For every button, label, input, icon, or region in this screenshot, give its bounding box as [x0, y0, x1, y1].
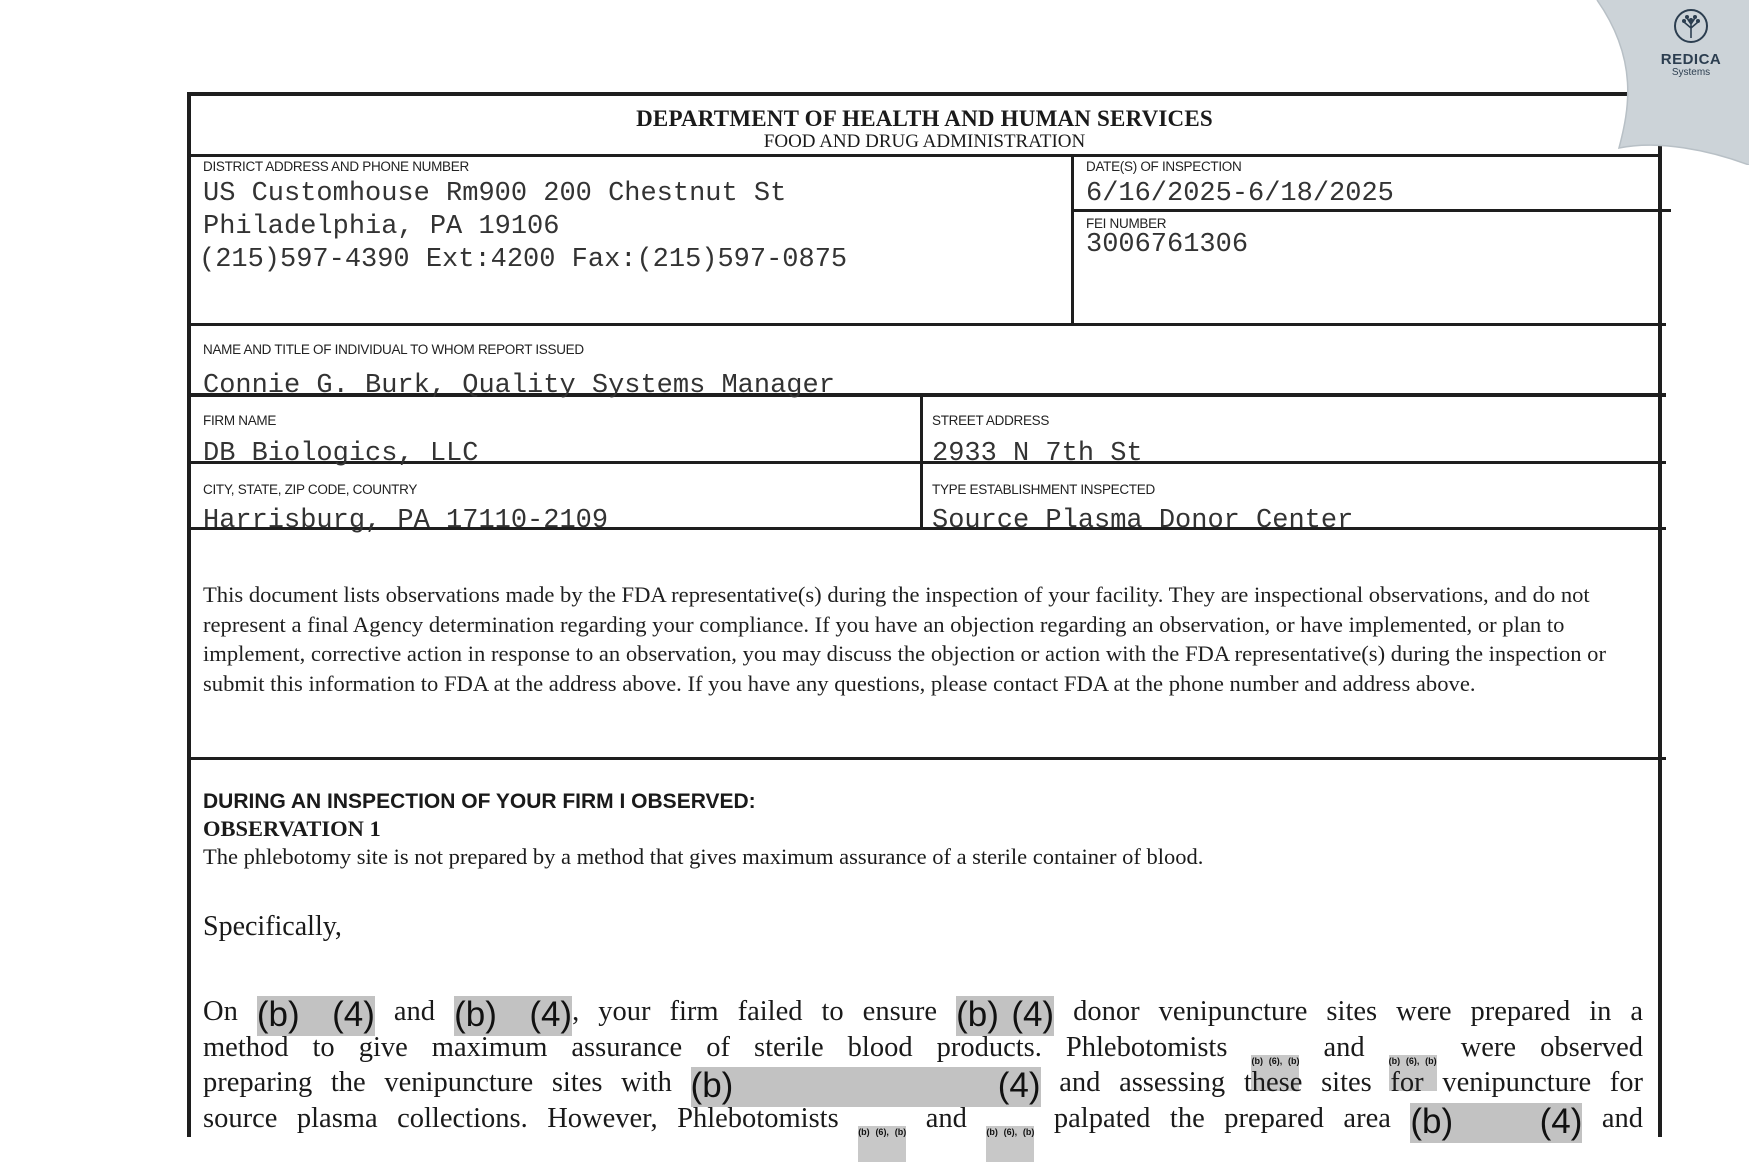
body-text: source plasma collections. However, Phlebotomists — [203, 1102, 839, 1134]
body-text: palpated the prepared area — [1053, 1102, 1391, 1134]
divider — [191, 323, 1666, 326]
establishment-value: Source Plasma Donor Center — [932, 506, 1354, 536]
redaction-box: (b) (6), (b) — [858, 1126, 906, 1162]
fei-value: 3006761306 — [1086, 230, 1249, 260]
street-address-value: 2933 N 7th St — [932, 439, 1143, 469]
redaction-box: (b) (4) — [1410, 1101, 1583, 1141]
firm-name-value: DB Biologics, LLC — [203, 439, 479, 469]
issued-to-label: NAME AND TITLE OF INDIVIDUAL TO WHOM REPORT ISSUED — [203, 342, 584, 357]
street-address-label: STREET ADDRESS — [932, 413, 1050, 428]
body-line — [203, 994, 1644, 1034]
body-text: , your firm failed to ensure — [572, 996, 938, 1027]
district-label: DISTRICT ADDRESS AND PHONE NUMBER — [203, 159, 469, 174]
department-title: DEPARTMENT OF HEALTH AND HUMAN SERVICES — [636, 106, 1213, 131]
specifically-text: Specifically, — [203, 911, 342, 942]
redaction-box: (b) (4) — [690, 1066, 1041, 1105]
body-text: and — [1323, 1031, 1365, 1063]
district-address-line1: US Customhouse Rm900 200 Chestnut St — [203, 179, 787, 209]
body-text: preparing the venipuncture sites with — [203, 1067, 672, 1098]
body-text: were observed — [1460, 1031, 1643, 1063]
city-value: Harrisburg, PA 17110-2109 — [203, 506, 609, 536]
redaction-box: (b) (6), (b) — [1251, 1055, 1299, 1091]
redica-logo — [1651, 8, 1731, 78]
observation-body — [203, 994, 1644, 1141]
form-header — [191, 96, 1658, 157]
body-line — [203, 1030, 1643, 1066]
agency-title: FOOD AND DRUG ADMINISTRATION — [763, 131, 1086, 152]
body-text: and — [393, 996, 436, 1027]
redaction-box: (b) (6), (b) — [986, 1126, 1034, 1162]
fda-483-form — [187, 92, 1662, 1141]
body-text: donor venipuncture sites were prepared in a — [1073, 996, 1644, 1027]
fei-label: FEI NUMBER — [1086, 216, 1167, 231]
observation-description: The phlebotomy site is not prepared by a method that gives maximum assurance of a sterile container of blood. — [203, 844, 1204, 869]
tree-icon — [1671, 8, 1711, 44]
redaction-box: (b) (4) — [454, 995, 573, 1034]
body-text: On — [203, 996, 238, 1027]
inspection-dates-value: 6/16/2025-6/18/2025 — [1086, 179, 1394, 209]
divider — [191, 757, 1666, 760]
disclaimer-paragraph: This document lists observations made by the FDA representative(s) during the inspection of your facility. They are inspectional observations, and do not represent a final Agency determination regarding your compliance. If you have an objection regarding an observation, or have implemented, or plan to implement, corrective action in response to an observation, you may discuss the objection or action with the FDA representative(s) during the inspection or submit this information to FDA at the address above. If you have any questions, please contact FDA at the phone number and address above. — [203, 582, 1606, 696]
city-label: CITY, STATE, ZIP CODE, COUNTRY — [203, 482, 418, 497]
body-text: and — [925, 1102, 967, 1134]
logo-name: REDICA — [1660, 51, 1722, 68]
observation-title: OBSERVATION 1 — [203, 816, 381, 841]
inspection-dates-label: DATE(S) OF INSPECTION — [1086, 159, 1242, 174]
divider — [1071, 209, 1671, 212]
body-text: and — [1601, 1102, 1644, 1134]
redaction-box: (b) (4) — [256, 995, 375, 1034]
observed-heading: DURING AN INSPECTION OF YOUR FIRM I OBSERVED: — [203, 790, 756, 813]
body-text: method to give maximum assurance of sterile blood products. Phlebotomists — [203, 1031, 1228, 1063]
logo-sub: Systems — [1671, 67, 1711, 78]
issued-to-value: Connie G. Burk, Quality Systems Manager — [203, 371, 835, 401]
divider — [1071, 154, 1074, 324]
redaction-box: (b) (6), (b) — [1389, 1055, 1437, 1091]
redaction-box: (b) (4) — [956, 995, 1055, 1034]
body-line — [203, 1065, 1644, 1105]
firm-name-label: FIRM NAME — [203, 413, 277, 428]
district-address-line2: Philadelphia, PA 19106 — [203, 212, 560, 242]
district-phone: (215)597-4390 Ext:4200 Fax:(215)597-0875 — [199, 245, 848, 275]
establishment-label: TYPE ESTABLISHMENT INSPECTED — [932, 482, 1155, 497]
body-text: and assessing these sites for venipuncture for — [1059, 1067, 1644, 1098]
